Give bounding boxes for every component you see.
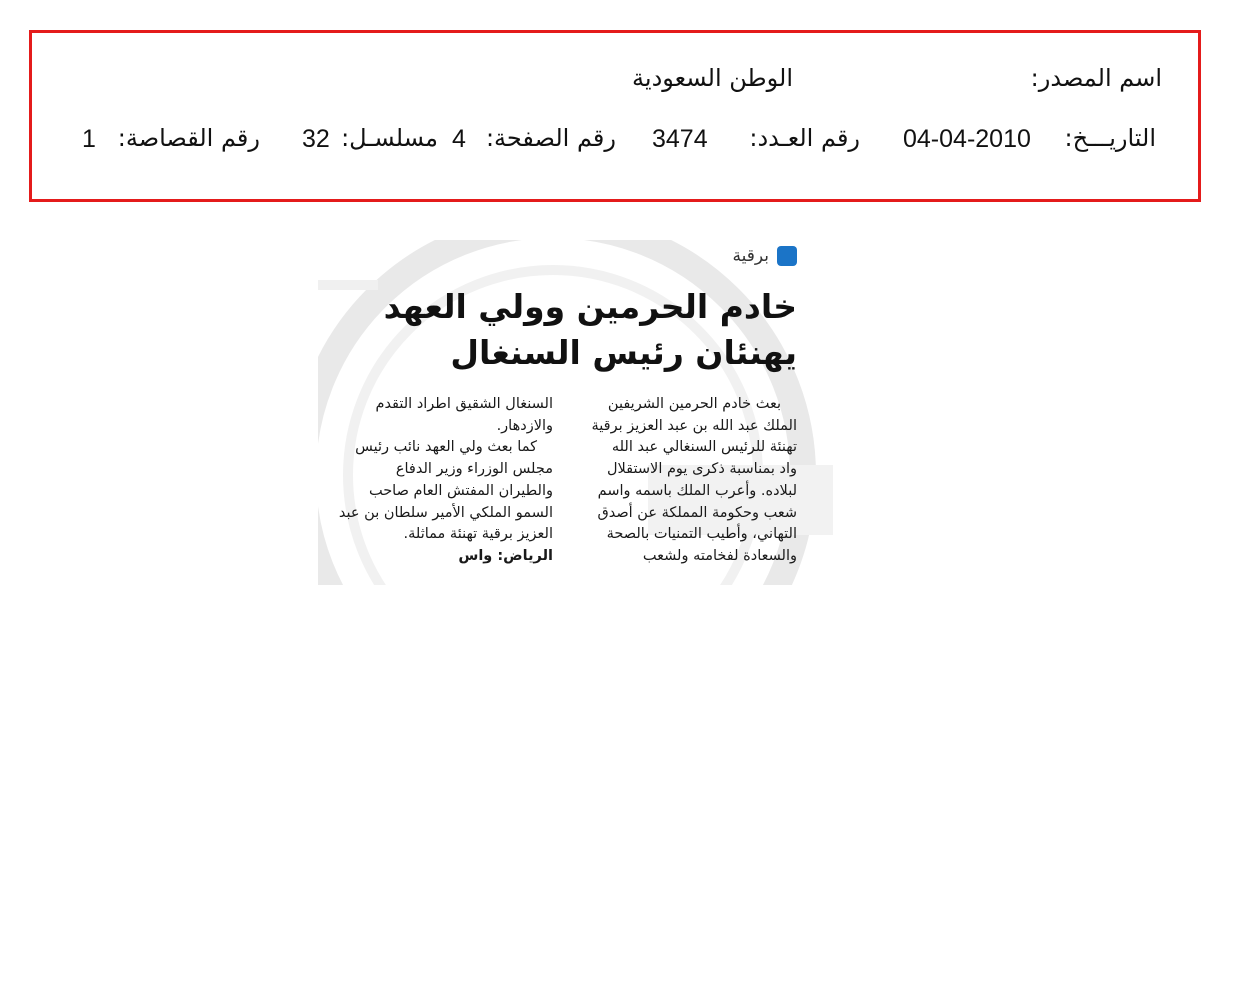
category-tag	[733, 246, 797, 266]
text-line: السمو الملكي الأمير سلطان بن عبد	[338, 504, 553, 521]
text-line: بعث خادم الحرمين الشريفين	[607, 396, 781, 412]
text-line: والطيران المفتش العام صاحب	[368, 482, 553, 499]
clip-label: رقم القصاصة:	[117, 124, 260, 152]
date-label: التاريـــخ:	[1064, 124, 1156, 152]
text-line: الملك عبد الله بن عبد العزيز برقية	[591, 417, 797, 434]
page-label: رقم الصفحة:	[485, 124, 616, 152]
article-column-right	[577, 394, 797, 568]
clip-value: 1	[82, 125, 96, 153]
text-line: مجلس الوزراء وزير الدفاع	[395, 461, 553, 478]
text-line: التهاني، وأطيب التمنيات بالصحة	[606, 526, 797, 543]
clipping-info-box	[29, 30, 1201, 202]
issue-label: رقم العـدد:	[749, 124, 860, 152]
date-value: 04-04-2010	[903, 125, 1031, 153]
text-line: والسعادة لفخامته ولشعب	[642, 547, 797, 564]
text-line: والازدهار.	[496, 417, 553, 434]
text-line: تهنئة للرئيس السنغالي عبد الله	[611, 439, 797, 456]
text-line: كما بعث ولي العهد نائب رئيس	[355, 439, 537, 456]
text-line: السنغال الشقيق اطراد التقدم	[375, 396, 553, 412]
text-line: لبلاده. وأعرب الملك باسمه واسم	[597, 482, 797, 499]
text-line: واد بمناسبة ذكرى يوم الاستقلال	[607, 461, 797, 478]
issue-value: 3474	[652, 125, 708, 153]
text-line: شعب وحكومة المملكة عن أصدق	[597, 504, 797, 521]
serial-value: 32	[302, 125, 330, 153]
tag-label: برقية	[732, 246, 769, 266]
source-label: اسم المصدر:	[1030, 64, 1162, 92]
page-value: 4	[452, 125, 466, 153]
headline-line-2: يهنئان رئيس السنغال	[450, 333, 797, 372]
headline-line-1: خادم الحرمين وولي العهد	[383, 287, 797, 326]
source-value: الوطن السعودية	[632, 64, 793, 92]
dateline: الرياض: واس	[458, 547, 553, 564]
article-column-left	[323, 394, 553, 568]
serial-label: مسلسـل:	[341, 124, 438, 152]
newspaper-clipping	[318, 240, 833, 585]
text-line: العزيز برقية تهنئة مماثلة.	[403, 526, 553, 543]
headline	[377, 284, 797, 376]
tag-square-icon	[777, 246, 797, 266]
